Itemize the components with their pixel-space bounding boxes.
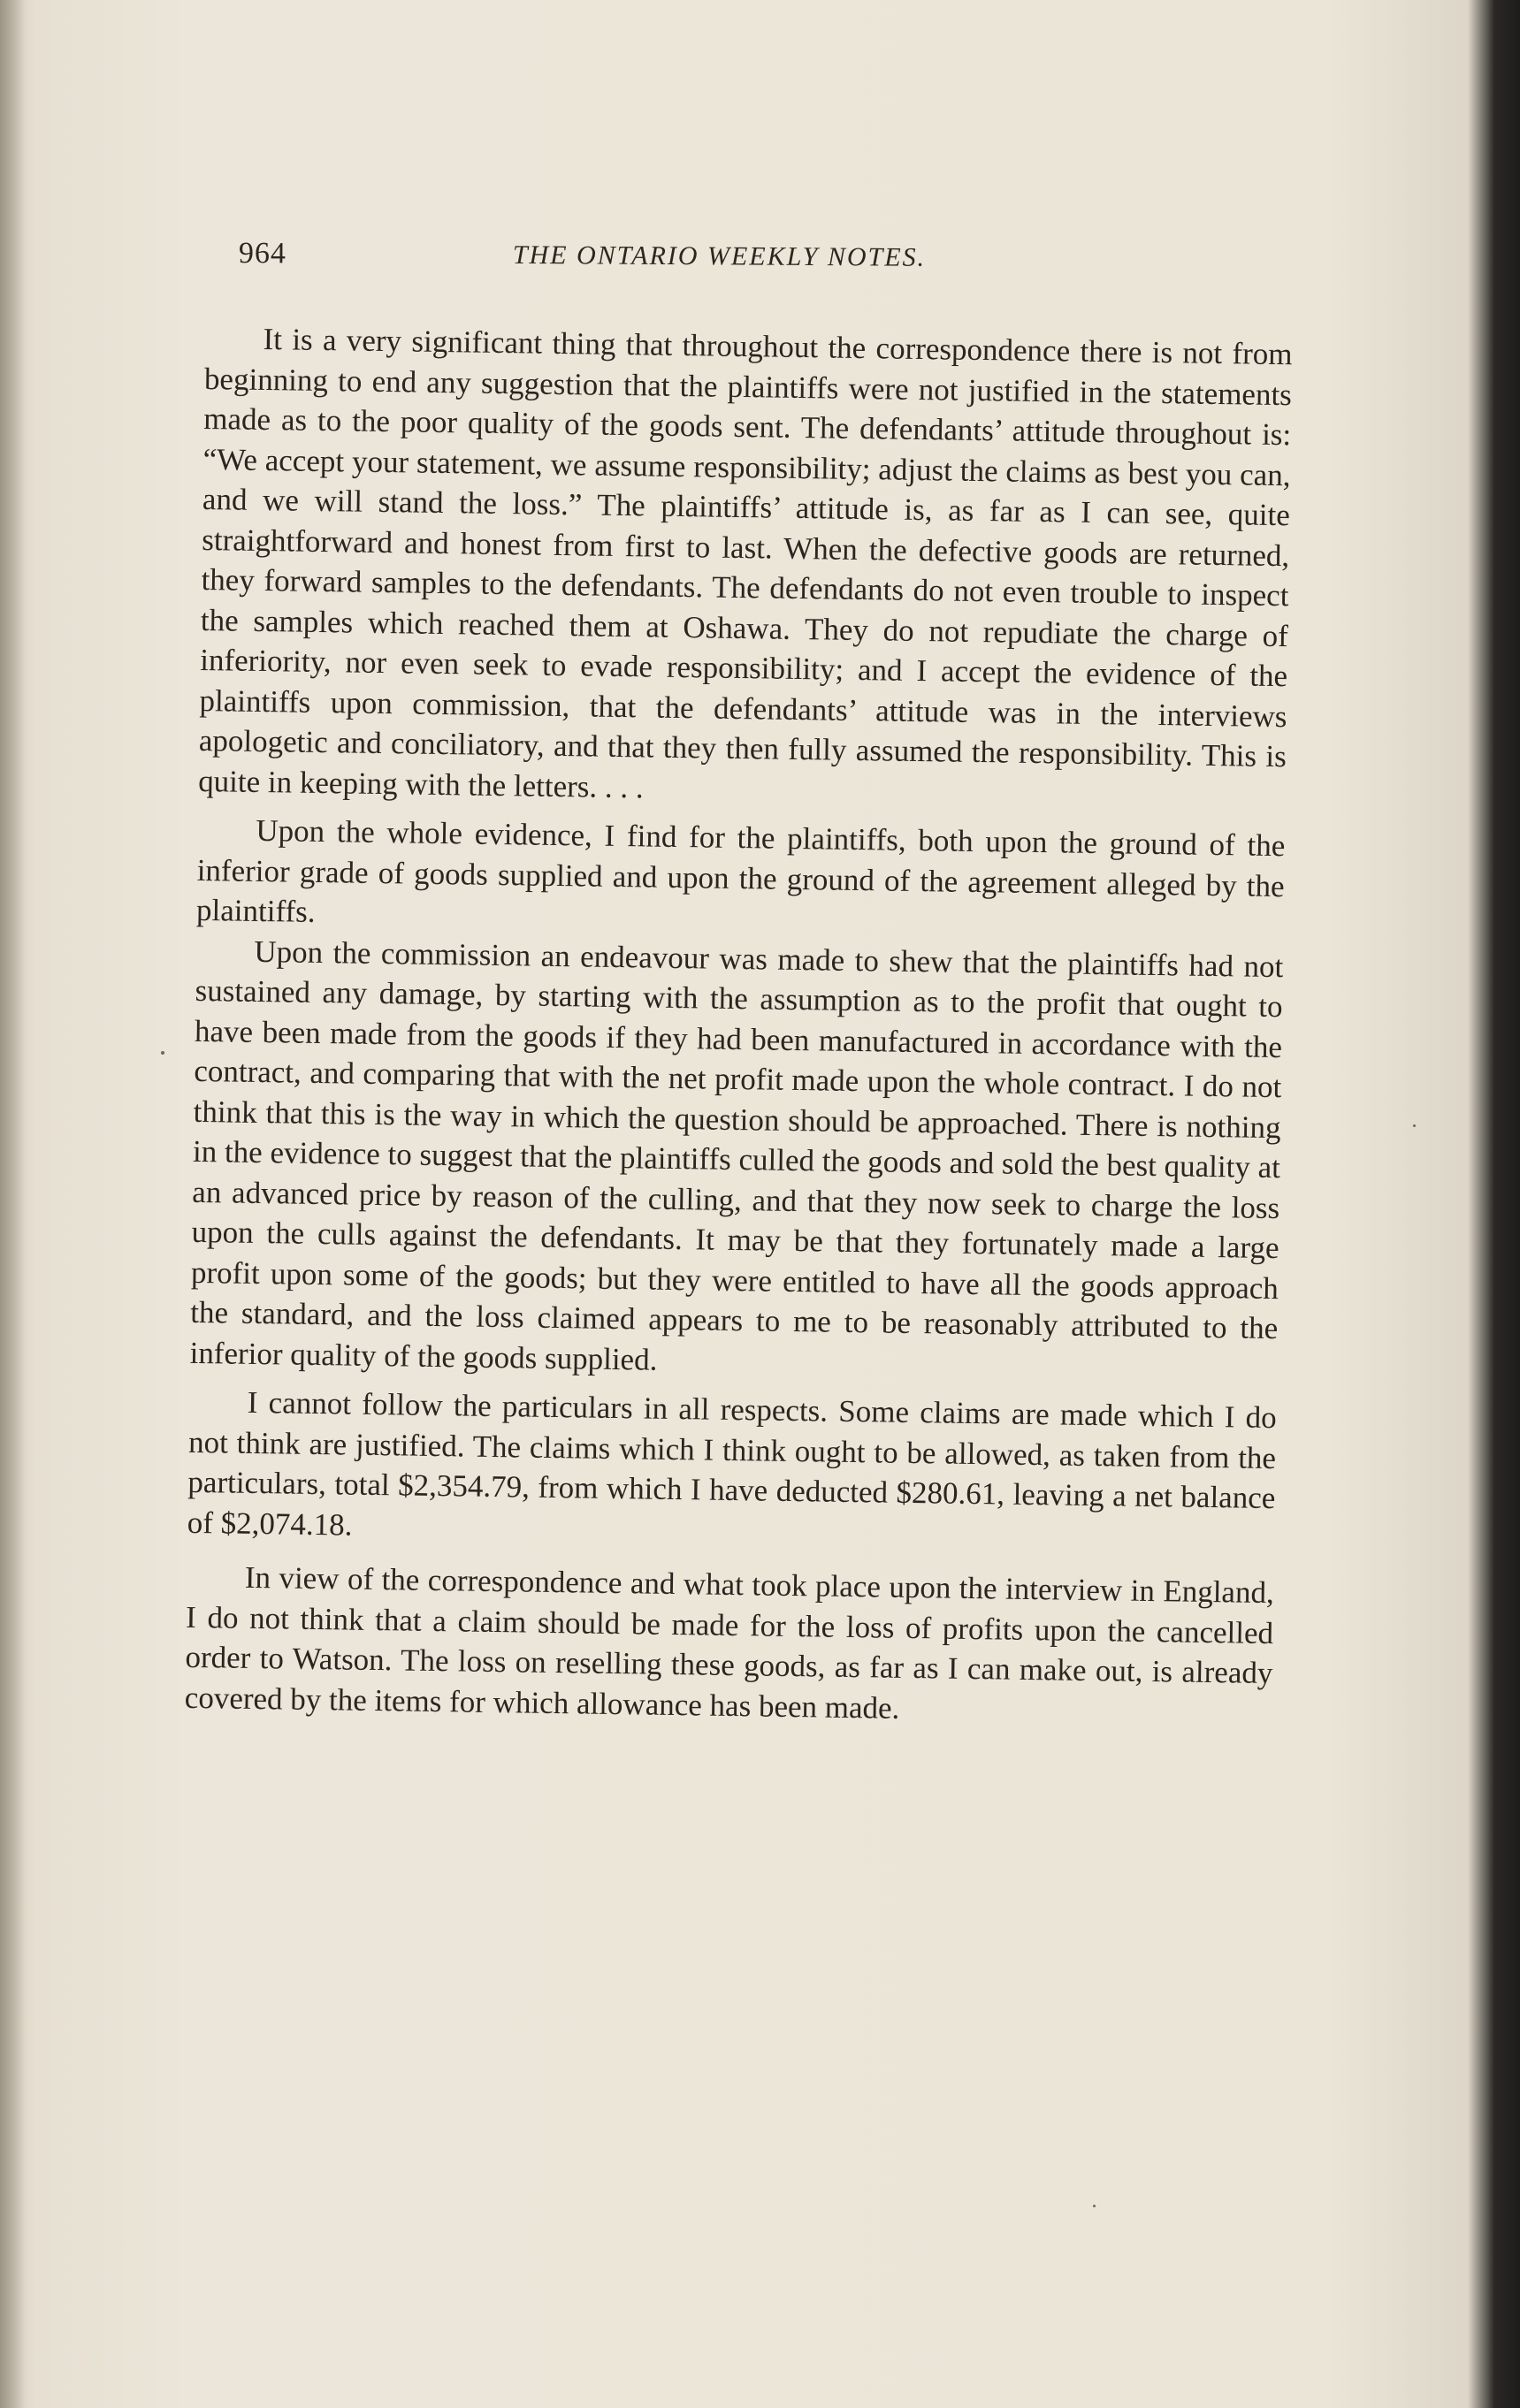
running-title: THE ONTARIO WEEKLY NOTES. xyxy=(512,240,927,272)
paragraph-finding: Upon the whole evidence, I find for the plaintiffs, both upon the ground of the inferior grade of goods supplied and upon the ground of the agreement alleged by the plaintiffs. xyxy=(195,812,1286,929)
paragraph-correspondence: It is a very significant thing that throughout the correspondence there is not from beginning to end any suggestion that the plaintiffs were not justified in the statements made as to the poor quality of the goods sent. The defendants’ attitude throughout is: “We accept your statement, we assume responsibility; adjust the claims as best you can, and we will stand the loss.” The plaintiffs’ attitude is, as far as I can see, quite straightforward and honest from first to last. When the defective goods are returned, they forward samples to the defendants. The defendants do not even trouble to inspect the samples which reached them at Oshawa. They do not repudiate the charge of inferiority, nor even seek to evade responsibility; and I accept the evidence of the plaintiffs upon commission, that the defendants’ attitude was in the interviews apologetic and conciliatory, and that they then fully assumed the responsibility. This is quite in keeping with the letters. . . . xyxy=(197,321,1293,804)
paper-speck xyxy=(1413,1124,1416,1127)
body-text xyxy=(184,318,1292,1742)
paper-speck xyxy=(161,1051,164,1055)
page-gutter-shadow xyxy=(0,0,25,2408)
paragraph-commission: Upon the commission an endeavour was made to shew that the plaintiffs had not sustained any damage, by starting with the assumption as to the profit that ought to have been made from the goods if they had been manufactured in accordance with the contract, and comparing that with the net profit made upon the whole contract. I do not think that this is the way in which the question should be approached. There is nothing in the evidence to suggest that the plaintiffs culled the goods and sold the best quality at an advanced price by reason of the culling, and that they now seek to charge the loss upon the culls against the defendants. It may be that they fortunately made a large profit upon some of the goods; but they were entitled to have all the goods approach the standard, and the loss claimed appears to me to be reasonably attributed to the inferior quality of the goods supplied. xyxy=(189,933,1284,1377)
page-header xyxy=(239,237,1264,296)
page-number: 964 xyxy=(238,237,286,271)
paper-speck xyxy=(1093,2205,1096,2207)
paragraph-particulars: I cannot follow the particulars in all respects. Some claims are made which I do not think are justified. The claims which I think ought to be allowed, as taken from the particulars, total $2,354.79, from which I have deducted $280.61, leaving a net balance of $2,074.18. xyxy=(187,1384,1277,1543)
paragraph-lost-profits: In view of the correspondence and what took place upon the interview in England, I do not think that a claim should be made for the loss of profits upon the cancelled order to Watson. The loss on reselling these goods, as far as I can make out, is already covered by the items for which allowance has been made. xyxy=(184,1559,1275,1726)
